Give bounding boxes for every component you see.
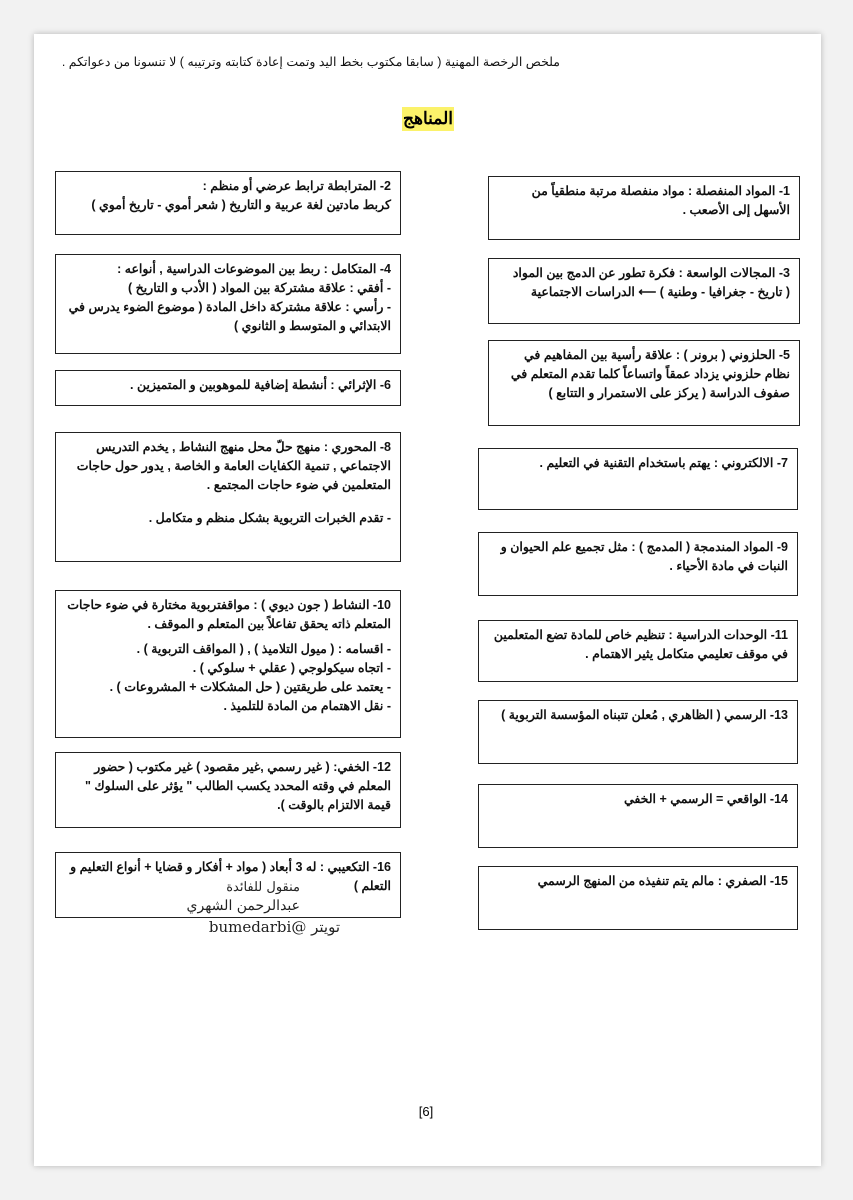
box-text: 14- الواقعي = الرسمي + الخفي xyxy=(623,792,788,806)
box-text: - نقل الاهتمام من المادة للتلميذ . xyxy=(223,699,391,713)
box-text: - اتجاه سيكولوجي ( عقلي + سلوكي ) . xyxy=(192,661,391,675)
box-text: - رأسي : علاقة مشتركة داخل المادة ( موضوع الضوء يدرس في الابتدائي و المتوسط و الثانوي ) xyxy=(68,300,391,333)
box-text: 2- المترابطة ترابط عرضي أو منظم : xyxy=(202,179,391,193)
curriculum-box-5 xyxy=(488,340,800,426)
box-text: 6- الإثرائي : أنشطة إضافية للموهوبين و المتميزين . xyxy=(130,378,391,392)
box-text: 4- المتكامل : ربط بين الموضوعات الدراسية , أنواعه : xyxy=(117,262,391,276)
box-text: - يعتمد على طريقتين ( حل المشكلات + المشروعات ) . xyxy=(109,680,391,694)
page-title: المناهج xyxy=(402,107,454,131)
box-text: 7- الالكتروني : يهتم باستخدام التقنية في التعليم . xyxy=(539,456,788,470)
curriculum-box-6 xyxy=(55,370,401,406)
curriculum-box-10 xyxy=(55,590,401,738)
box-text: 3- المجالات الواسعة : فكرة تطور عن الدمج بين المواد xyxy=(512,266,790,280)
box-text: ( تاريخ - جغرافيا - وطنية ) ⟵ الدراسات الاجتماعية xyxy=(530,285,790,299)
curriculum-box-8 xyxy=(55,432,401,562)
box-text: 13- الرسمي ( الظاهري , مُعلن تتبناه المؤسسة التربوية ) xyxy=(501,708,788,722)
curriculum-box-11 xyxy=(478,620,798,682)
curriculum-box-9 xyxy=(478,532,798,596)
curriculum-box-2 xyxy=(55,171,401,235)
spacer xyxy=(64,495,391,509)
curriculum-box-4 xyxy=(55,254,401,354)
curriculum-box-14 xyxy=(478,784,798,848)
header-note: ملخص الرخصة المهنية ( سابقا مكتوب بخط اليد وتمت إعادة كتابته وترتيبه ) لا تنسونا من دعواتكم . xyxy=(61,55,560,69)
curriculum-box-12 xyxy=(55,752,401,828)
curriculum-box-13 xyxy=(478,700,798,764)
page-number: [6] xyxy=(418,1104,434,1119)
box-text: كربط مادتين لغة عربية و التاريخ ( شعر أموي - تاريخ أموي ) xyxy=(91,198,391,212)
box-text: 8- المحوري : منهج حلّ محل منهج النشاط , يخدم التدريس الاجتماعي , تنمية الكفايات العامة و الخاصة , يدور حول حاجات المتعلمين في ضوء حاجات المجتمع . xyxy=(76,440,391,492)
curriculum-box-1 xyxy=(488,176,800,240)
curriculum-box-3 xyxy=(488,258,800,324)
box-text: - تقدم الخبرات التربوية بشكل منظم و متكامل . xyxy=(148,511,391,525)
credit-twitter: تويتر @bumedarbi xyxy=(208,918,340,936)
box-text: 5- الحلزوني ( برونر ) : علاقة رأسية بين المفاهيم في نظام حلزوني يزداد عمقاً واتساعاً كلما تقدم المتعلم في صفوف الدراسة ( يركز على الاستمرار و التتابع ) xyxy=(510,348,790,400)
credit-author: عبدالرحمن الشهري xyxy=(186,898,300,914)
box-text: 10- النشاط ( جون ديوي ) : مواقفتربوية مختارة في ضوء حاجات المتعلم ذاته يحقق تفاعلاً بين المتعلم و الموقف . xyxy=(67,598,391,631)
box-text: 16- التكعيبي : له 3 أبعاد ( مواد + أفكار و قضايا + أنواع التعليم و التعلم ) xyxy=(70,860,391,893)
box-text: 11- الوحدات الدراسية : تنظيم خاص للمادة تضع المتعلمين في موقف تعليمي متكامل يثير الاهتمام . xyxy=(493,628,788,661)
box-text: 12- الخفي: ( غير رسمي ,غير مقصود ) غير مكتوب ( حضور المعلم في وقته المحدد يكسب الطالب " يؤثر على السلوك " قيمة الالتزام بالوقت ). xyxy=(84,760,391,812)
curriculum-box-7 xyxy=(478,448,798,510)
box-text: 1- المواد المنفصلة : مواد منفصلة مرتبة منطقياً من الأسهل إلى الأصعب . xyxy=(531,184,790,217)
curriculum-box-15 xyxy=(478,866,798,930)
credit-note: منقول للفائدة xyxy=(226,880,300,895)
box-text: 15- الصفري : مالم يتم تنفيذه من المنهج الرسمي xyxy=(537,874,788,888)
box-text: - أفقي : علاقة مشتركة بين المواد ( الأدب و التاريخ ) xyxy=(128,281,391,295)
box-text: - اقسامه : ( ميول التلاميذ ) , ( المواقف التربوية ) . xyxy=(136,642,391,656)
box-text: 9- المواد المندمجة ( المدمج ) : مثل تجميع علم الحيوان و النبات في مادة الأحياء . xyxy=(500,540,788,573)
